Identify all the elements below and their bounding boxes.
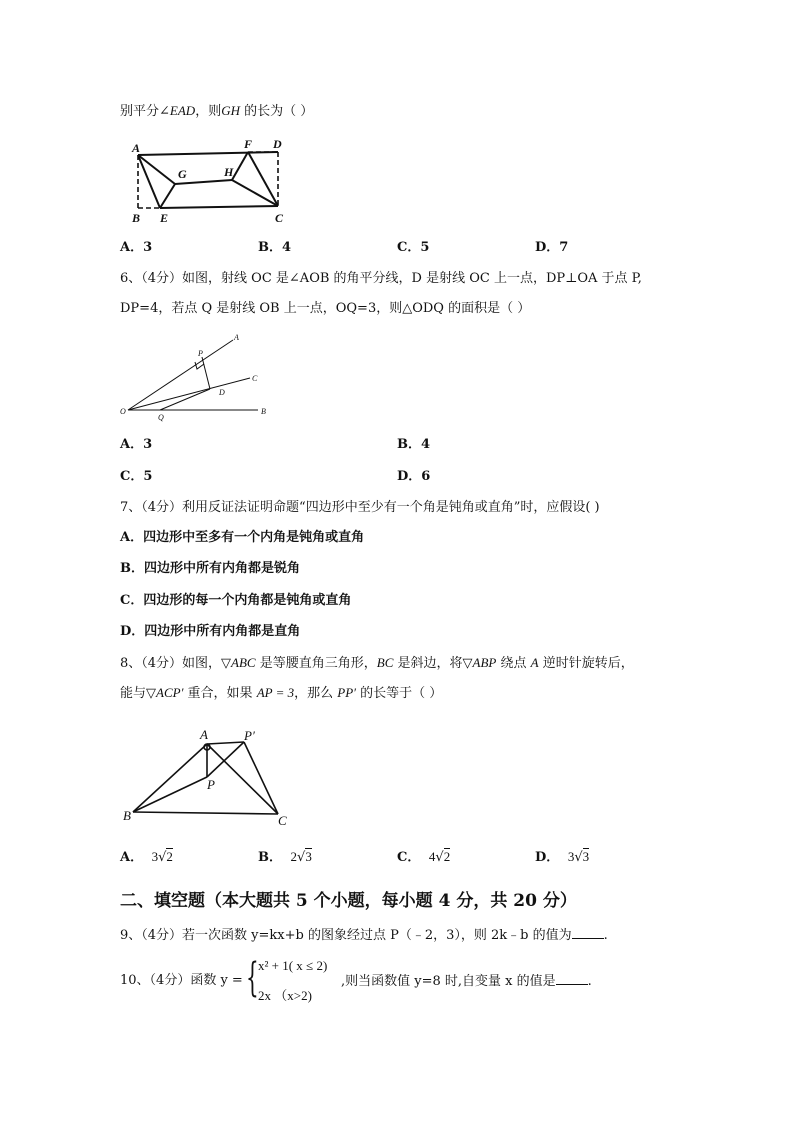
q8-text-3: 是斜边，将 xyxy=(393,656,463,671)
q6-ray-OA xyxy=(128,340,233,410)
q6-right-angle xyxy=(195,362,204,369)
q5-label-A: A xyxy=(132,141,141,155)
q9-stem-text: 9、（4分）若一次函数 y=kx+b 的图象经过点 P（﹣2，3），则 2k﹣b 的值为 xyxy=(120,928,572,943)
q8-text-8: ，那么 xyxy=(294,686,338,701)
q5-option-a[interactable]: A．3 xyxy=(120,240,153,255)
q10-piece-2: 2x （x>2) xyxy=(258,988,312,1003)
q8-edge-P2C xyxy=(244,742,278,814)
q6-option-c[interactable]: C．5 xyxy=(120,469,153,484)
q6-label-D: D xyxy=(219,388,225,397)
q7-option-c[interactable]: C．四边形的每一个内角都是钝角或直角 xyxy=(120,593,352,608)
q8-option-a-coef: 3 xyxy=(151,849,159,864)
q8-option-a-letter: A． xyxy=(120,850,144,865)
q8-ap-eq: AP = 3 xyxy=(256,685,295,700)
q6-label-A: A xyxy=(234,333,239,342)
q6-option-d[interactable]: D．6 xyxy=(397,469,431,484)
q8-option-c-coef: 4 xyxy=(428,849,436,864)
q8-point-a: A xyxy=(530,655,539,670)
q5-option-c[interactable]: C．5 xyxy=(397,240,430,255)
q8-text-7: 重合，如果 xyxy=(183,686,257,701)
q7-option-d[interactable]: D．四边形中所有内角都是直角 xyxy=(120,624,301,639)
q8-option-a[interactable] xyxy=(120,848,173,867)
q7-option-b[interactable]: B．四边形中所有内角都是锐角 xyxy=(120,561,300,576)
q9-stem xyxy=(120,926,608,945)
q5-segment-gh: GH xyxy=(221,103,240,118)
sqrt-icon: √ xyxy=(574,850,583,865)
q10-answer-blank[interactable] xyxy=(556,972,588,985)
q8-option-c-rad: 2 xyxy=(443,849,451,864)
q8-tri-acp: ACP′ xyxy=(156,685,184,700)
q5-stem-text-2: ，则 xyxy=(195,104,222,119)
q6-label-C: C xyxy=(252,374,258,383)
q8-edge-BP xyxy=(133,777,207,812)
q8-text-2: 是等腰直角三角形， xyxy=(255,656,377,671)
q8-text-9: 的长等于（ ） xyxy=(355,686,443,701)
q5-stem-text: 别平分∠ xyxy=(120,104,170,119)
q7-stem: 7、（4分）利用反证法证明命题“四边形中至少有一个角是钝角或直角”时，应假设( ) xyxy=(120,500,600,515)
q8-figure xyxy=(120,722,300,832)
q8-seg-bc: BC xyxy=(376,655,394,670)
q8-edge-PP2 xyxy=(207,742,244,777)
q8-option-b-rad: 3 xyxy=(305,849,312,864)
q8-option-b[interactable] xyxy=(258,848,312,867)
sqrt-icon: √ xyxy=(435,850,444,865)
q6-label-B: B xyxy=(261,407,266,416)
q8-tri-abc: ABC xyxy=(231,655,256,670)
q8-option-a-rad: 2 xyxy=(166,849,173,864)
q5-label-E: E xyxy=(160,211,169,225)
q8-tri-abp: ABP xyxy=(472,655,497,670)
q5-stem-text-3: 的长为（ ） xyxy=(239,104,314,119)
q6-stem-line1: 6、（4分）如图，射线 OC 是∠AOB 的角平分线，D 是射线 OC 上一点，DP⊥OA 于点 P, xyxy=(120,271,642,286)
section-heading: 二、填空题（本大题共 5 个小题，每小题 4 分，共 20 分） xyxy=(120,891,577,911)
q6-stem-line2: DP=4，若点 Q 是射线 OB 上一点，OQ=3，则△ODQ 的面积是（ ） xyxy=(120,301,531,316)
q8-edge-BA xyxy=(133,744,207,812)
q8-text-1: 8、（4分）如图， xyxy=(120,656,222,671)
q5-label-B: B xyxy=(132,211,141,225)
q5-angle-ead: EAD xyxy=(169,103,196,118)
q7-option-a[interactable]: A．四边形中至多有一个内角是钝角或直角 xyxy=(120,530,365,545)
sqrt-icon: √ xyxy=(297,850,306,865)
q5-label-H: H xyxy=(224,165,234,179)
q6-option-b[interactable]: B．4 xyxy=(397,437,431,452)
q10-stem-pre: 10、（4分）函数 y = xyxy=(120,973,243,988)
q10-post-text: ,则当函数值 y=8 时,自变量 x 的值是 xyxy=(341,974,556,989)
q8-tri-symbol-3: ▽ xyxy=(146,686,157,701)
q8-option-d[interactable] xyxy=(535,848,589,867)
q8-label-P: P xyxy=(207,777,215,792)
q5-figure xyxy=(120,130,300,230)
q5-option-d[interactable]: D．7 xyxy=(535,240,569,255)
q8-label-Pp: P′ xyxy=(244,728,255,743)
q6-option-a[interactable]: A．3 xyxy=(120,437,153,452)
q8-tri-symbol-2: ▽ xyxy=(462,656,473,671)
q8-edge-AC xyxy=(207,744,278,814)
q10-piece-1: x² + 1( x ≤ 2) xyxy=(258,958,328,973)
q10-stem-post xyxy=(341,972,592,991)
q10-brace: { xyxy=(246,955,259,1001)
q6-seg-DP xyxy=(202,357,210,389)
q9-end: . xyxy=(603,928,608,943)
q5-edge-HF xyxy=(232,152,248,180)
q8-option-b-letter: B． xyxy=(258,850,282,865)
q9-answer-blank[interactable] xyxy=(572,926,604,939)
q5-label-D: D xyxy=(273,137,282,151)
q6-label-O: O xyxy=(120,407,126,416)
q5-option-b[interactable]: B．4 xyxy=(258,240,292,255)
q8-edge-BC xyxy=(133,812,278,814)
q8-seg-pp: PP′ xyxy=(337,685,356,700)
q8-label-C: C xyxy=(278,813,287,828)
sqrt-icon: √ xyxy=(158,850,167,865)
q6-ray-OC xyxy=(128,378,250,410)
q8-option-c-letter: C． xyxy=(397,850,421,865)
q5-label-C: C xyxy=(275,211,284,225)
q8-text-4: 绕点 xyxy=(496,656,531,671)
q10-end: . xyxy=(587,974,592,989)
q8-stem-line2 xyxy=(120,684,442,703)
q8-label-A: A xyxy=(200,727,208,742)
q8-option-d-coef: 3 xyxy=(567,849,575,864)
q8-option-c[interactable] xyxy=(397,848,450,867)
q6-label-Q: Q xyxy=(158,413,164,422)
q6-label-P: P xyxy=(198,349,203,358)
q5-edge-EC xyxy=(160,206,278,208)
q8-label-B: B xyxy=(123,808,131,823)
q8-option-b-coef: 2 xyxy=(290,849,298,864)
q8-option-d-rad: 3 xyxy=(582,849,590,864)
q6-figure xyxy=(118,330,278,425)
q8-edge-AP2 xyxy=(207,742,244,744)
q5-label-F: F xyxy=(244,137,253,151)
q5-edge-GE xyxy=(160,184,175,208)
q8-stem-line1 xyxy=(120,654,634,673)
q8-tri-symbol-1: ▽ xyxy=(221,656,232,671)
q8-text-5: 逆时针旋转后， xyxy=(538,656,634,671)
q8-option-d-letter: D． xyxy=(535,850,560,865)
q8-text-6: 能与 xyxy=(120,686,147,701)
q5-label-G: G xyxy=(178,167,187,181)
q5-stem xyxy=(120,102,313,121)
